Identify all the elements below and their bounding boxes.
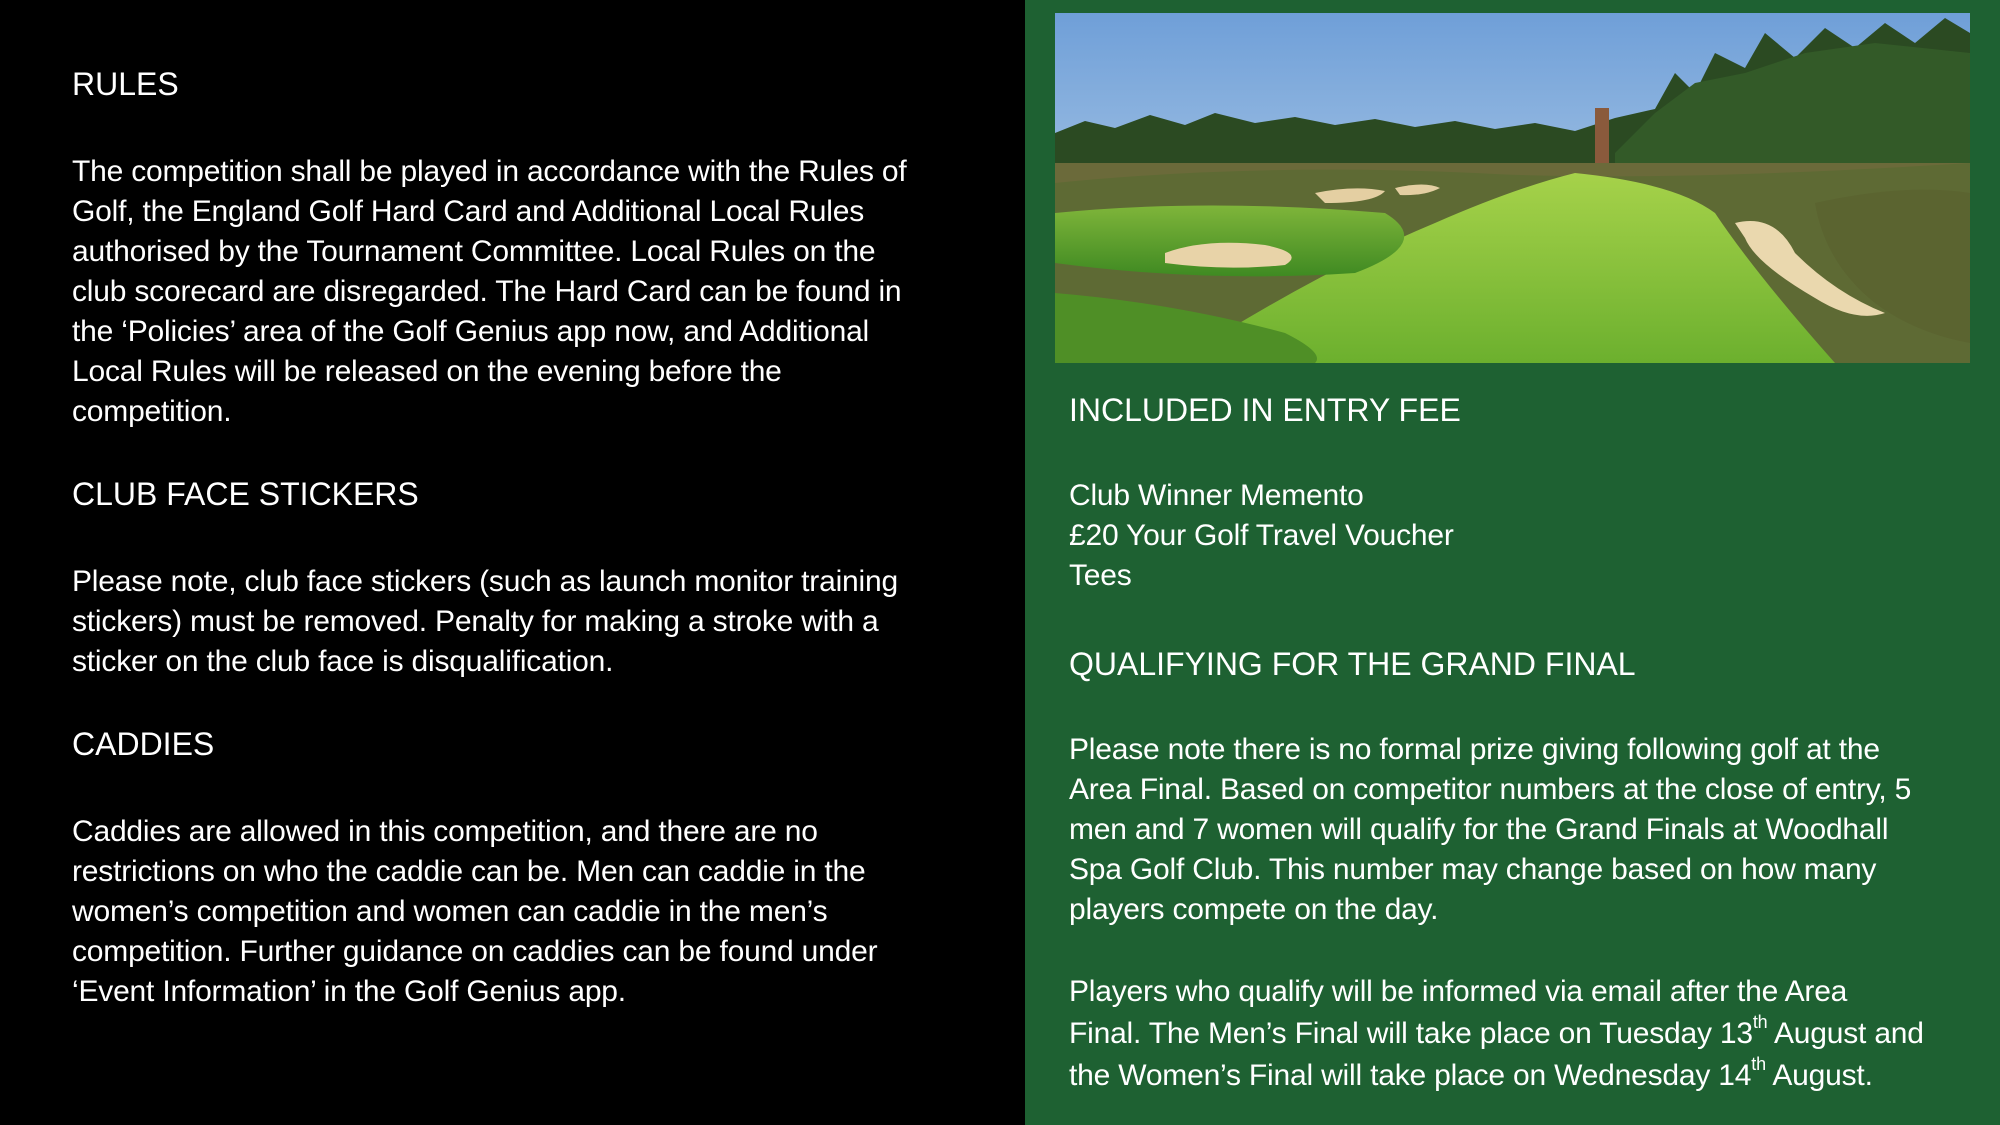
- qualifying-line: Area Final. Based on competitor numbers at the close of entry, 5: [1069, 773, 1912, 806]
- rules-line: The competition shall be played in accordance with the Rules of: [72, 155, 907, 188]
- caddies-line: women’s competition and women can caddie in the men’s: [72, 895, 828, 928]
- stickers-text: [72, 562, 898, 682]
- stickers-line: Please note, club face stickers (such as launch monitor training: [72, 565, 898, 598]
- caddies-line: restrictions on who the caddie can be. Men can caddie in the: [72, 855, 866, 888]
- qualifying-line: men and 7 women will qualify for the Grand Finals at Woodhall: [1069, 813, 1889, 846]
- entry-fee-heading: INCLUDED IN ENTRY FEE: [1069, 392, 1461, 428]
- mens-final-text: Final. The Men’s Final will take place on Tuesday 13: [1069, 1017, 1753, 1050]
- qualifying-line: [1069, 1055, 1924, 1097]
- rules-line: club scorecard are disregarded. The Hard Card can be found in: [72, 275, 902, 308]
- qualifying-para-1: [1069, 730, 1911, 930]
- rules-line: Golf, the England Golf Hard Card and Additional Local Rules: [72, 195, 865, 228]
- rules-line: authorised by the Tournament Committee. Local Rules on the: [72, 235, 876, 268]
- qualifying-line: Please note there is no formal prize giving following golf at the: [1069, 733, 1880, 766]
- caddies-text: [72, 812, 877, 1012]
- rules-text: [72, 152, 907, 432]
- tower-icon: [1595, 108, 1609, 163]
- qualifying-line: Players who qualify will be informed via email after the Area: [1069, 975, 1848, 1008]
- entry-fee-item: £20 Your Golf Travel Voucher: [1069, 519, 1454, 552]
- rules-line: the ‘Policies’ area of the Golf Genius app now, and Additional: [72, 315, 870, 348]
- ordinal-suffix: th: [1752, 1012, 1768, 1032]
- qualifying-para-2: [1069, 971, 1924, 1097]
- rules-line: competition.: [72, 395, 232, 428]
- rules-heading: RULES: [72, 66, 179, 102]
- entry-fee-item: Tees: [1069, 559, 1132, 592]
- womens-final-text: the Women’s Final will take place on Wednesday 14: [1069, 1059, 1752, 1092]
- qualifying-line: [1069, 1013, 1924, 1055]
- golf-course-photo: [1055, 13, 1970, 363]
- qualifying-heading: QUALIFYING FOR THE GRAND FINAL: [1069, 646, 1636, 682]
- caddies-line: Caddies are allowed in this competition, and there are no: [72, 815, 818, 848]
- rules-line: Local Rules will be released on the evening before the: [72, 355, 782, 388]
- stickers-line: stickers) must be removed. Penalty for making a stroke with a: [72, 605, 879, 638]
- ordinal-suffix: th: [1751, 1054, 1766, 1074]
- qualifying-line: Spa Golf Club. This number may change based on how many: [1069, 853, 1877, 886]
- qualifying-line: players compete on the day.: [1069, 893, 1439, 926]
- stickers-line: sticker on the club face is disqualification.: [72, 645, 614, 678]
- entry-fee-item: Club Winner Memento: [1069, 479, 1364, 512]
- caddies-heading: CADDIES: [72, 726, 215, 762]
- stickers-heading: CLUB FACE STICKERS: [72, 476, 419, 512]
- womens-final-tail: August.: [1765, 1059, 1873, 1092]
- mens-final-tail: August and: [1767, 1017, 1924, 1050]
- caddies-line: competition. Further guidance on caddies can be found under: [72, 935, 878, 968]
- entry-fee-list: [1069, 476, 1454, 596]
- caddies-line: ‘Event Information’ in the Golf Genius app.: [72, 975, 626, 1008]
